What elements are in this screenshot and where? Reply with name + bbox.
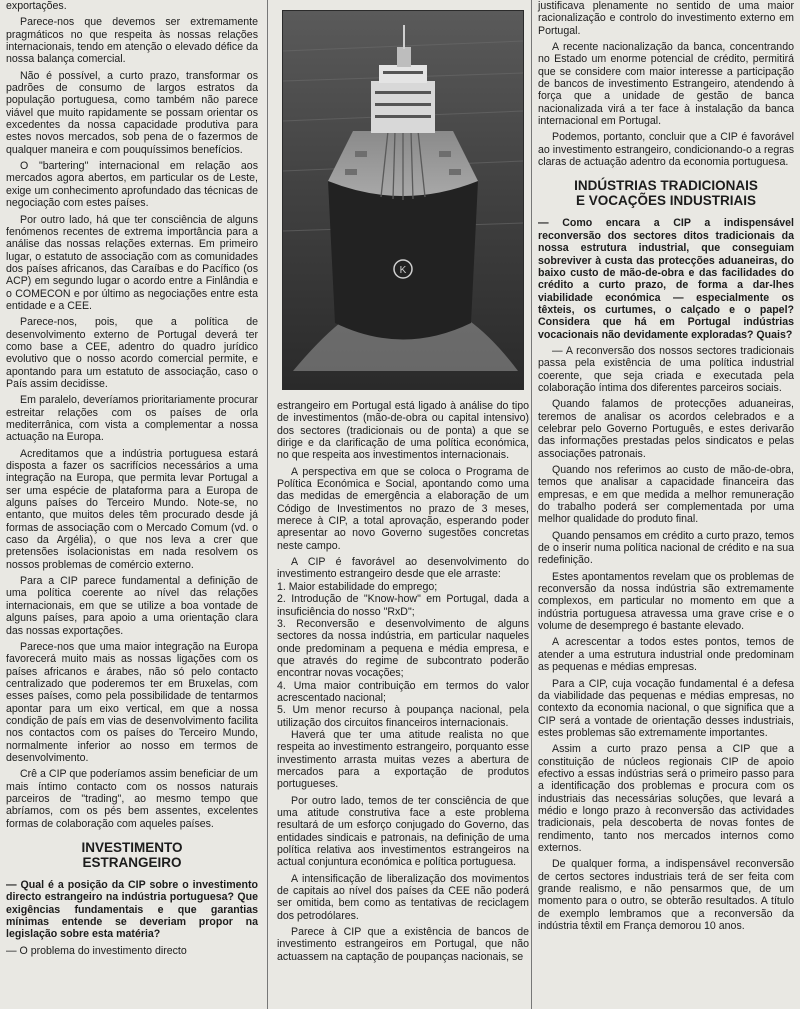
paragraph: — O problema do investimento directo xyxy=(6,944,187,957)
paragraph: justificava plenamente no sentido de uma maior racionalização e controlo do investimento externo em Portugal. xyxy=(538,0,794,37)
conditions-list xyxy=(277,581,529,729)
hull-mark: K xyxy=(399,265,407,276)
paragraph: Não é possível, a curto prazo, transformar os padrões de consumo de largos estratos da população portuguesa, como também não parece viável que muito rapidamente se possam orientar os excedentes da nossa capacidade produtiva para estes novos mercados, sob pena de o fazermos de qualquer maneira e com pouquíssimos benefícios. xyxy=(6,69,258,156)
paragraph: Para a CIP parece fundamental a definição de uma política coerente ao nível das relações internacionais, em que se utilize a boa vontade de alguns países, para apoio a uma orientação clara das nossas exportações. xyxy=(6,575,258,637)
paragraph: A CIP é favorável ao desenvolvimento do investimento estrangeiro desde que ele arraste: xyxy=(277,556,529,581)
paragraph: Parece-nos, pois, que a política de desenvolvimento externo de Portugal deverá ter como base a CEE, adentro do quadro jurídico evolutivo que o nosso acordo comercial permite, e apontando para um estatuto de associação, caso o País assim decidisse. xyxy=(6,316,258,390)
paragraph: A recente nacionalização da banca, concentrando no Estado um enorme potencial de crédito, permitirá que se considere com maior interesse a participação de bancos de investimento Estrangeiro, atendendo à força que a unidade de gestão de banca nacionalizada virá a ter face à instalação da banca internacional em Portugal. xyxy=(538,41,794,128)
paragraph: Quando nos referimos ao custo de mão-de-obra, temos que analisar a capacidade financeira das empresas, e em que medida a melhor remuneração do trabalho poderá ser complementada por uma melhor qualidade do produto final. xyxy=(538,464,794,526)
ship-illustration xyxy=(283,11,523,389)
heading-line: INVESTIMENTO xyxy=(81,840,183,855)
list-item: 1. Maior estabilidade do emprego; xyxy=(277,580,438,593)
interview-question: — Como encara a CIP a indispensável reconversão dos sectores ditos tradicionais da nossa estrutura industrial, que conseguiam sobreviver à custa das protecções aduaneiras, do baixo custo de mão-de-obra e das facilidades do crédito a curto prazo, de forma a dar-lhes viabilidade económica — especialmente os têxteis, os curtumes, o calçado e o papel? Considera que há em Portugal indústrias vocacionais não devidamente exploradas? Quais? xyxy=(538,217,794,341)
column-right xyxy=(538,0,794,932)
section-heading-investimento xyxy=(6,840,258,870)
paragraph: Parece-nos que uma maior integração na Europa favorecerá muito mais as nossas ligações com os países africanos e árabes, não só pelo contacto centralizado que poderemos ter em Bruxelas, com esses países, como pela possibilidade de tentarmos apontar para um eixo vertical, em que a nossa condição de país em vias de desenvolvimento facilita nos contactos com os países do Terceiro Mundo, normalmente inferior ao nosso em termos de desenvolvimento. xyxy=(6,640,258,764)
paragraph: Estes apontamentos revelam que os problemas de reconversão da nossa indústria são extremamente complexos, em particular no momento em que a indústria portuguesa atravessa uma grave crise e o volume de desemprego é bastante elevado. xyxy=(538,570,794,633)
column-rule-left xyxy=(267,0,268,1009)
section-heading-industrias xyxy=(538,178,794,208)
paragraph: Em paralelo, deveríamos prioritariamente procurar estreitar relações com os países de orla mediterrânica, com vista a complementar a nossa actuação na Europa. xyxy=(6,394,258,444)
paragraph: Quando pensamos em crédito a curto prazo, temos de o inserir numa política nacional de crédito e na sua redefinição. xyxy=(538,529,794,567)
paragraph: A intensificação de liberalização dos movimentos de capitais ao nível dos países da CEE não poderá ser omitida, bem como as tentativas de reciclagem dos petrodólares. xyxy=(277,872,529,922)
list-item: 3. Reconversão e desenvolvimento de alguns sectores da nossa indústria, em particular naqueles onde predominam a pequena e média empresa, e que através do regime de subcontrato poderão encontrar novas vocações; xyxy=(277,617,529,680)
interview-question: — Qual é a posição da CIP sobre o investimento directo estrangeiro na indústria portuguesa? Que exigências fundamentais e que garantias mínimas entende se deveriam propor na legislação sobre esta matéria? xyxy=(6,879,258,941)
column-rule-right xyxy=(531,0,532,1009)
paragraph: Para a CIP, cuja vocação fundamental é a defesa da viabilidade das pequenas e médias empresas, no contexto da economia nacional, o que significa que a CIP será a vontade de orientação desses industriais, estes problemas são extremamente importantes. xyxy=(538,677,794,739)
paragraph: Parece à CIP que a existência de bancos de investimento estrangeiros em Portugal, que não actuassem na captação de poupanças nacionais, se xyxy=(277,926,529,963)
paragraph: A perspectiva em que se coloca o Programa de Política Económica e Social, apontando como uma das medidas de emergência a elaboração de um Código de Investimentos no prazo de 3 meses, merece à CIP, a total aprovação, esperando poder apresentar ao novo Governo sugestões concretas neste campo. xyxy=(277,465,529,552)
paragraph: Quando falamos de protecções aduaneiras, teremos de analisar os acordos celebrados e a celebrar pelo Governo Português, e estes derivarão das informações prestadas pelos sindicatos e pelas associações patronais. xyxy=(538,398,794,460)
list-item: 2. Introdução de "Know-how" em Portugal, dada a insuficiência do nosso "RxD"; xyxy=(277,593,529,618)
paragraph: Parece-nos que devemos ser extremamente pragmáticos no que respeita às nossas relações internacionais, tendo em atenção o elevado défice da nossa balança comercial. xyxy=(6,16,258,66)
paragraph: De qualquer forma, a indispensável reconversão de certos sectores industriais terá de ser feita com grande realismo, e não pensarmos que, de um momento para o outro, se obterão resultados. A título de exemplo lembramos que a reconversão da indústria têxtil em França demorou 10 anos. xyxy=(538,858,794,933)
paragraph: estrangeiro em Portugal está ligado à análise do tipo de investimentos (mão-de-obra ou capital intensivo) dos sectores (tradicionais ou de ponta) a que se dirige e da clarificação de uma política económica, no que respeita aos investimentos internacionais. xyxy=(277,400,529,462)
paragraph: — A reconversão dos nossos sectores tradicionais passa pela existência de uma política industrial coerente, que seja criada e executada pela colaboração íntima dos diferentes parceiros sociais. xyxy=(538,344,794,394)
paragraph: Assim a curto prazo pensa a CIP que a constituição de núcleos regionais CIP de apoio efectivo a essas indústrias será o primeiro passo para a identificação dos problemas e procura com os industriais das necessárias soluções, que levará a médio e longo prazo à reconversão das actividades tradicionais, pela descoberta de novas fontes de rendimento, tanto nos mercados internos como externos. xyxy=(538,743,794,854)
list-item: 5. Um menor recurso à poupança nacional, pela utilização dos circuitos financeiros internacionais. xyxy=(277,704,529,729)
column-middle xyxy=(277,400,529,963)
heading-line: ESTRANGEIRO xyxy=(82,855,182,870)
paragraph: Por outro lado, temos de ter consciência de que uma atitude construtiva face a este problema resultará de um esforço conjugado do Governo, das entidades sindicais e patronais, na definição de uma política relativa aos investimentos estrangeiros na actual conjuntura económica e política portuguesa. xyxy=(277,794,529,869)
paragraph: A acrescentar a todos estes pontos, temos de atender a uma estrutura industrial onde predominam as pequenas e médias empresas. xyxy=(538,636,794,674)
paragraph: Haverá que ter uma atitude realista no que respeita ao investimento estrangeiro, porquanto esse investimento arrasta muitas vezes a abertura de mercados para a exportação de produtos portugueses. xyxy=(277,728,529,791)
paragraph: O "bartering" internacional em relação aos mercados agora abertos, em particular os de Leste, exige um conhecimento aprofundado das técnicas de negociação com estes países. xyxy=(6,160,258,210)
paragraph: Acreditamos que a indústria portuguesa estará disposta a fazer os sacrifícios necessários a uma integração na Europa, que permita levar Portugal a ser uma espécie de plataforma para a Europa de alguns países do Terceiro Mundo. Note-se, no entanto, que muitos deles têm procurado desde já formas de associação com o Mercado Comum (vd. o caso da Argélia), o que nos leva a crer que pretensões isolacionistas em nada resolvem os nossos problemas de comércio externo. xyxy=(6,447,258,571)
column-left xyxy=(6,0,258,957)
heading-line: E VOCAÇÕES INDUSTRIAIS xyxy=(575,193,757,209)
heading-line: INDÚSTRIAS TRADICIONAIS xyxy=(574,178,758,194)
paragraph: Por outro lado, há que ter consciência de alguns fenómenos recentes de extrema importância para a análise das nossas relações externas. Em primeiro lugar, o estatuto de associação com as comunidades dos países africanos, das Caraíbas e do Pacífico (os ACP) em segundo lugar o acordo entre a Finlândia e o COMECON e por último as negociações entre esta entidade e a CEE. xyxy=(6,213,258,312)
paragraph: Podemos, portanto, concluir que a CIP é favorável ao investimento estrangeiro, condicionando-o a regras claras de actuação adentro da economia portuguesa. xyxy=(538,131,794,169)
tanker-ship-photo xyxy=(282,10,524,390)
paragraph: exportações. xyxy=(6,0,67,12)
list-item: 4. Uma maior contribuição em termos do valor acrescentado nacional; xyxy=(277,679,529,704)
paragraph: Crê a CIP que poderíamos assim beneficiar de um mais íntimo contacto com os nossos naturais parceiros de "trading", ao mesmo tempo que abríamos, com os pés bem assentes, excelentes formas de colaboração com aqueles países. xyxy=(6,768,258,830)
